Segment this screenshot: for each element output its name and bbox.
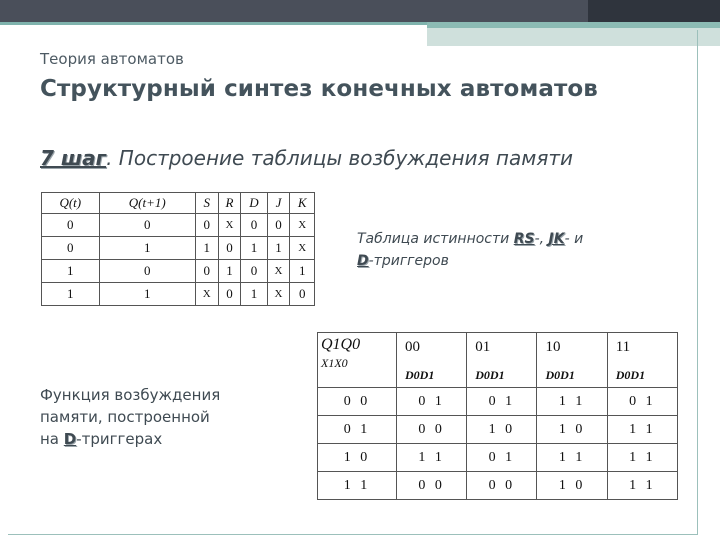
d-trigger-label: D (357, 253, 369, 269)
table-cell: 0 (241, 214, 267, 237)
table-row (318, 388, 678, 416)
slide-subtitle: Теория автоматов (40, 50, 184, 68)
caption-sep: - и (564, 231, 584, 247)
header-cell: K (290, 193, 315, 214)
d-trigger-label: D (63, 430, 77, 448)
excitation-table-header (318, 333, 678, 388)
corner-cell (318, 333, 397, 388)
truth-table-header (42, 193, 315, 214)
table-cell: 0 (42, 214, 100, 237)
rs-trigger-label: RS (513, 231, 535, 247)
step-number: 7 шаг (40, 146, 107, 170)
table-row (42, 283, 315, 306)
table-row (318, 472, 678, 500)
table-cell: 0 1 (467, 388, 537, 416)
table-cell: 1 (42, 260, 100, 283)
table-row (42, 260, 315, 283)
step-heading (40, 146, 573, 170)
table-row (42, 214, 315, 237)
header-cell: Q(t) (42, 193, 100, 214)
table-cell: 0 (218, 237, 241, 260)
header-cell: J (267, 193, 290, 214)
column-header (396, 333, 466, 388)
slide-border-right (697, 30, 698, 535)
table-cell: 1 1 (318, 472, 397, 500)
table-cell: 0 0 (396, 416, 466, 444)
table-cell: 1 0 (537, 472, 607, 500)
table-cell: 0 1 (318, 416, 397, 444)
table-cell: 0 0 (318, 388, 397, 416)
header-cell: R (218, 193, 241, 214)
table-cell: X (290, 214, 315, 237)
table-cell: 1 1 (607, 444, 677, 472)
table-cell: 1 (195, 237, 218, 260)
header-cell: D (241, 193, 267, 214)
state-vars-label: Q1Q0 (321, 336, 361, 353)
table-cell: 0 1 (467, 444, 537, 472)
table-cell: X (290, 237, 315, 260)
table-cell: X (195, 283, 218, 306)
table-row (318, 444, 678, 472)
teal-accent-line (427, 22, 720, 28)
column-sub: D0D1 (545, 368, 575, 382)
slide-title: Структурный синтез конечных автоматов (40, 76, 598, 102)
table-cell: 1 1 (537, 388, 607, 416)
header-cell: S (195, 193, 218, 214)
table-cell: 0 0 (396, 472, 466, 500)
excitation-table (317, 332, 678, 500)
table-cell: 1 (241, 237, 267, 260)
top-bar-accent (588, 0, 720, 22)
table-cell: 0 (195, 214, 218, 237)
table-row (42, 237, 315, 260)
table-cell: 1 1 (607, 472, 677, 500)
table-cell: 1 (99, 237, 195, 260)
column-code: 00 (404, 339, 420, 355)
truth-table-caption (357, 228, 677, 272)
column-sub: D0D1 (404, 368, 435, 382)
function-line-prefix: на (40, 430, 64, 448)
column-code: 10 (545, 339, 561, 355)
table-cell: 1 (218, 260, 241, 283)
table-cell: 1 1 (396, 444, 466, 472)
column-header (537, 333, 607, 388)
table-cell: 0 (241, 260, 267, 283)
truth-table (41, 192, 315, 306)
function-line: Функция возбуждения (40, 386, 221, 404)
table-cell: 0 (99, 214, 195, 237)
header-cell: Q(t+1) (99, 193, 195, 214)
function-line: памяти, построенной (40, 408, 210, 426)
slide-border-bottom (8, 534, 698, 535)
table-cell: 1 (99, 283, 195, 306)
table-cell: 0 (99, 260, 195, 283)
input-vars-label: X1X0 (321, 356, 348, 370)
caption-sep: -, (534, 231, 549, 247)
table-cell: 1 (290, 260, 315, 283)
table-cell: 0 0 (467, 472, 537, 500)
function-line-suffix: -триггерах (76, 430, 163, 448)
table-cell: 1 (267, 237, 290, 260)
table-cell: 0 (218, 283, 241, 306)
step-dot: . (106, 146, 113, 170)
column-code: 01 (475, 339, 491, 355)
table-row (318, 416, 678, 444)
table-cell: 1 0 (467, 416, 537, 444)
table-cell: 1 0 (537, 416, 607, 444)
step-text: Построение таблицы возбуждения памяти (112, 146, 574, 170)
table-cell: 0 1 (607, 388, 677, 416)
column-header (467, 333, 537, 388)
caption-suffix: -триггеров (368, 253, 449, 269)
table-cell: 1 (42, 283, 100, 306)
column-sub: D0D1 (615, 368, 646, 382)
function-caption (40, 384, 280, 450)
table-cell: X (267, 283, 290, 306)
column-code: 11 (615, 339, 631, 355)
table-cell: 1 (241, 283, 267, 306)
jk-trigger-label: JK (548, 231, 565, 247)
table-cell: 1 1 (537, 444, 607, 472)
table-cell: 0 (290, 283, 315, 306)
table-cell: 1 0 (318, 444, 397, 472)
table-cell: X (267, 260, 290, 283)
column-sub: D0D1 (475, 368, 505, 382)
table-cell: X (218, 214, 241, 237)
table-cell: 0 1 (396, 388, 466, 416)
table-cell: 1 1 (607, 416, 677, 444)
table-cell: 0 (42, 237, 100, 260)
caption-prefix: Таблица истинности (357, 231, 514, 247)
column-header (607, 333, 677, 388)
table-cell: 0 (267, 214, 290, 237)
table-cell: 0 (195, 260, 218, 283)
